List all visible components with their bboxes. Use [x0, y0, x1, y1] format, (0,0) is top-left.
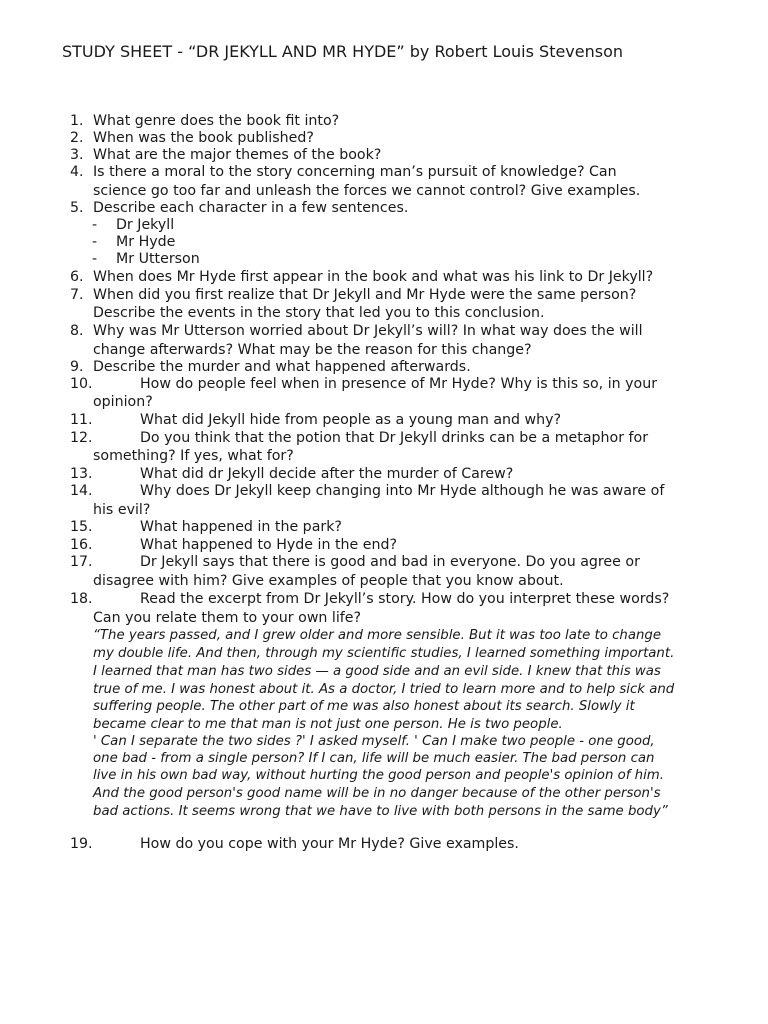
- question-number: 7.: [70, 287, 84, 303]
- question-3: [70, 147, 382, 164]
- character-item-mr-utterson: [92, 251, 200, 268]
- question-14: [70, 483, 665, 500]
- question-text-continued: his evil?: [93, 502, 151, 518]
- quote-line: true of me. I was honest about it. As a doctor, I tried to learn more and to help sick and: [93, 682, 675, 697]
- question-text: How do you cope with your Mr Hyde? Give examples.: [140, 836, 519, 852]
- question-number: 18.: [70, 591, 93, 607]
- question-text: Why does Dr Jekyll keep changing into Mr Hyde although he was aware of: [140, 483, 665, 499]
- character-name: Mr Hyde: [116, 234, 176, 250]
- question-number: 3.: [70, 147, 84, 163]
- question-17: [70, 554, 640, 571]
- quote-line: suffering people. The other part of me was also honest about its search. Slowly it: [93, 699, 635, 714]
- question-number: 9.: [70, 359, 84, 375]
- question-number: 16.: [70, 537, 93, 553]
- quote-line: ' Can I separate the two sides ?' I asked myself. ' Can I make two people - one good,: [93, 734, 655, 749]
- question-text: What are the major themes of the book?: [93, 147, 382, 163]
- question-16: [70, 537, 398, 554]
- list-dash: -: [92, 217, 98, 233]
- question-text: When does Mr Hyde first appear in the book and what was his link to Dr Jekyll?: [93, 269, 654, 285]
- character-item-dr-jekyll: [92, 217, 174, 234]
- question-number: 2.: [70, 130, 84, 146]
- question-number: 17.: [70, 554, 93, 570]
- question-number: 14.: [70, 483, 93, 499]
- question-text-continued: opinion?: [93, 394, 153, 410]
- question-12: [70, 430, 649, 447]
- quote-line: live in his own bad way, without hurting the good person and people's opinion of him.: [93, 768, 664, 783]
- question-text-continued: something? If yes, what for?: [93, 448, 294, 464]
- question-number: 6.: [70, 269, 84, 285]
- question-text-continued: Can you relate them to your own life?: [93, 610, 362, 626]
- quote-line: my double life. And then, through my scientific studies, I learned something important.: [93, 646, 675, 661]
- question-number: 13.: [70, 466, 93, 482]
- question-number: 15.: [70, 519, 93, 535]
- question-8: [70, 323, 643, 340]
- question-text-continued: Describe the events in the story that led you to this conclusion.: [93, 305, 545, 321]
- question-text-continued: science go too far and unleash the forces we cannot control? Give examples.: [93, 183, 641, 199]
- question-7: [70, 287, 637, 304]
- page-title: STUDY SHEET - “DR JEKYLL AND MR HYDE” by Robert Louis Stevenson: [62, 42, 624, 61]
- question-1: [70, 113, 340, 130]
- question-15: [70, 519, 342, 536]
- quote-line: one bad - from a single person? If I can, life will be much easier. The bad person can: [93, 751, 655, 766]
- question-text: When was the book published?: [93, 130, 314, 146]
- list-dash: -: [92, 234, 98, 250]
- question-text: What genre does the book fit into?: [93, 113, 340, 129]
- question-10: [70, 376, 658, 393]
- question-text: What happened in the park?: [140, 519, 342, 535]
- quote-line: became clear to me that man is not just one person. He is two people.: [93, 717, 563, 732]
- question-9: [70, 359, 471, 376]
- character-item-mr-hyde: [92, 234, 175, 251]
- question-text: When did you first realize that Dr Jekyll and Mr Hyde were the same person?: [93, 287, 637, 303]
- quote-line: bad actions. It seems wrong that we have to live with both persons in the same body”: [93, 804, 668, 819]
- question-number: 1.: [70, 113, 84, 129]
- question-text: Why was Mr Utterson worried about Dr Jekyll’s will? In what way does the will: [93, 323, 643, 339]
- character-name: Dr Jekyll: [116, 217, 175, 233]
- question-number: 4.: [70, 164, 84, 180]
- character-name: Mr Utterson: [116, 251, 200, 267]
- question-19: [70, 836, 519, 853]
- question-number: 5.: [70, 200, 84, 216]
- question-number: 11.: [70, 412, 93, 428]
- question-text: Describe the murder and what happened afterwards.: [93, 359, 471, 375]
- question-text: Dr Jekyll says that there is good and bad in everyone. Do you agree or: [140, 554, 640, 570]
- question-18: [70, 591, 670, 608]
- list-dash: -: [92, 251, 98, 267]
- quote-line: I learned that man has two sides — a good side and an evil side. I knew that this was: [93, 664, 661, 679]
- question-4: [70, 164, 617, 181]
- question-13: [70, 466, 514, 483]
- question-number: 12.: [70, 430, 93, 446]
- question-5: [70, 200, 409, 217]
- question-text: Describe each character in a few sentences.: [93, 200, 409, 216]
- question-text: What happened to Hyde in the end?: [140, 537, 398, 553]
- question-text: How do people feel when in presence of Mr Hyde? Why is this so, in your: [140, 376, 658, 392]
- question-number: 8.: [70, 323, 84, 339]
- question-number: 19.: [70, 836, 93, 852]
- question-text: Read the excerpt from Dr Jekyll’s story. How do you interpret these words?: [140, 591, 670, 607]
- quote-line: And the good person's good name will be in no danger because of the other person's: [93, 786, 661, 801]
- question-text: Do you think that the potion that Dr Jekyll drinks can be a metaphor for: [140, 430, 649, 446]
- question-text: What did Jekyll hide from people as a young man and why?: [140, 412, 562, 428]
- question-text-continued: change afterwards? What may be the reason for this change?: [93, 342, 532, 358]
- question-text: Is there a moral to the story concerning man’s pursuit of knowledge? Can: [93, 164, 617, 180]
- question-11: [70, 412, 562, 429]
- question-text-continued: disagree with him? Give examples of people that you know about.: [93, 573, 564, 589]
- question-2: [70, 130, 314, 147]
- quote-line: “The years passed, and I grew older and more sensible. But it was too late to change: [93, 628, 662, 643]
- question-text: What did dr Jekyll decide after the murder of Carew?: [140, 466, 514, 482]
- question-number: 10.: [70, 376, 93, 392]
- question-6: [70, 269, 654, 286]
